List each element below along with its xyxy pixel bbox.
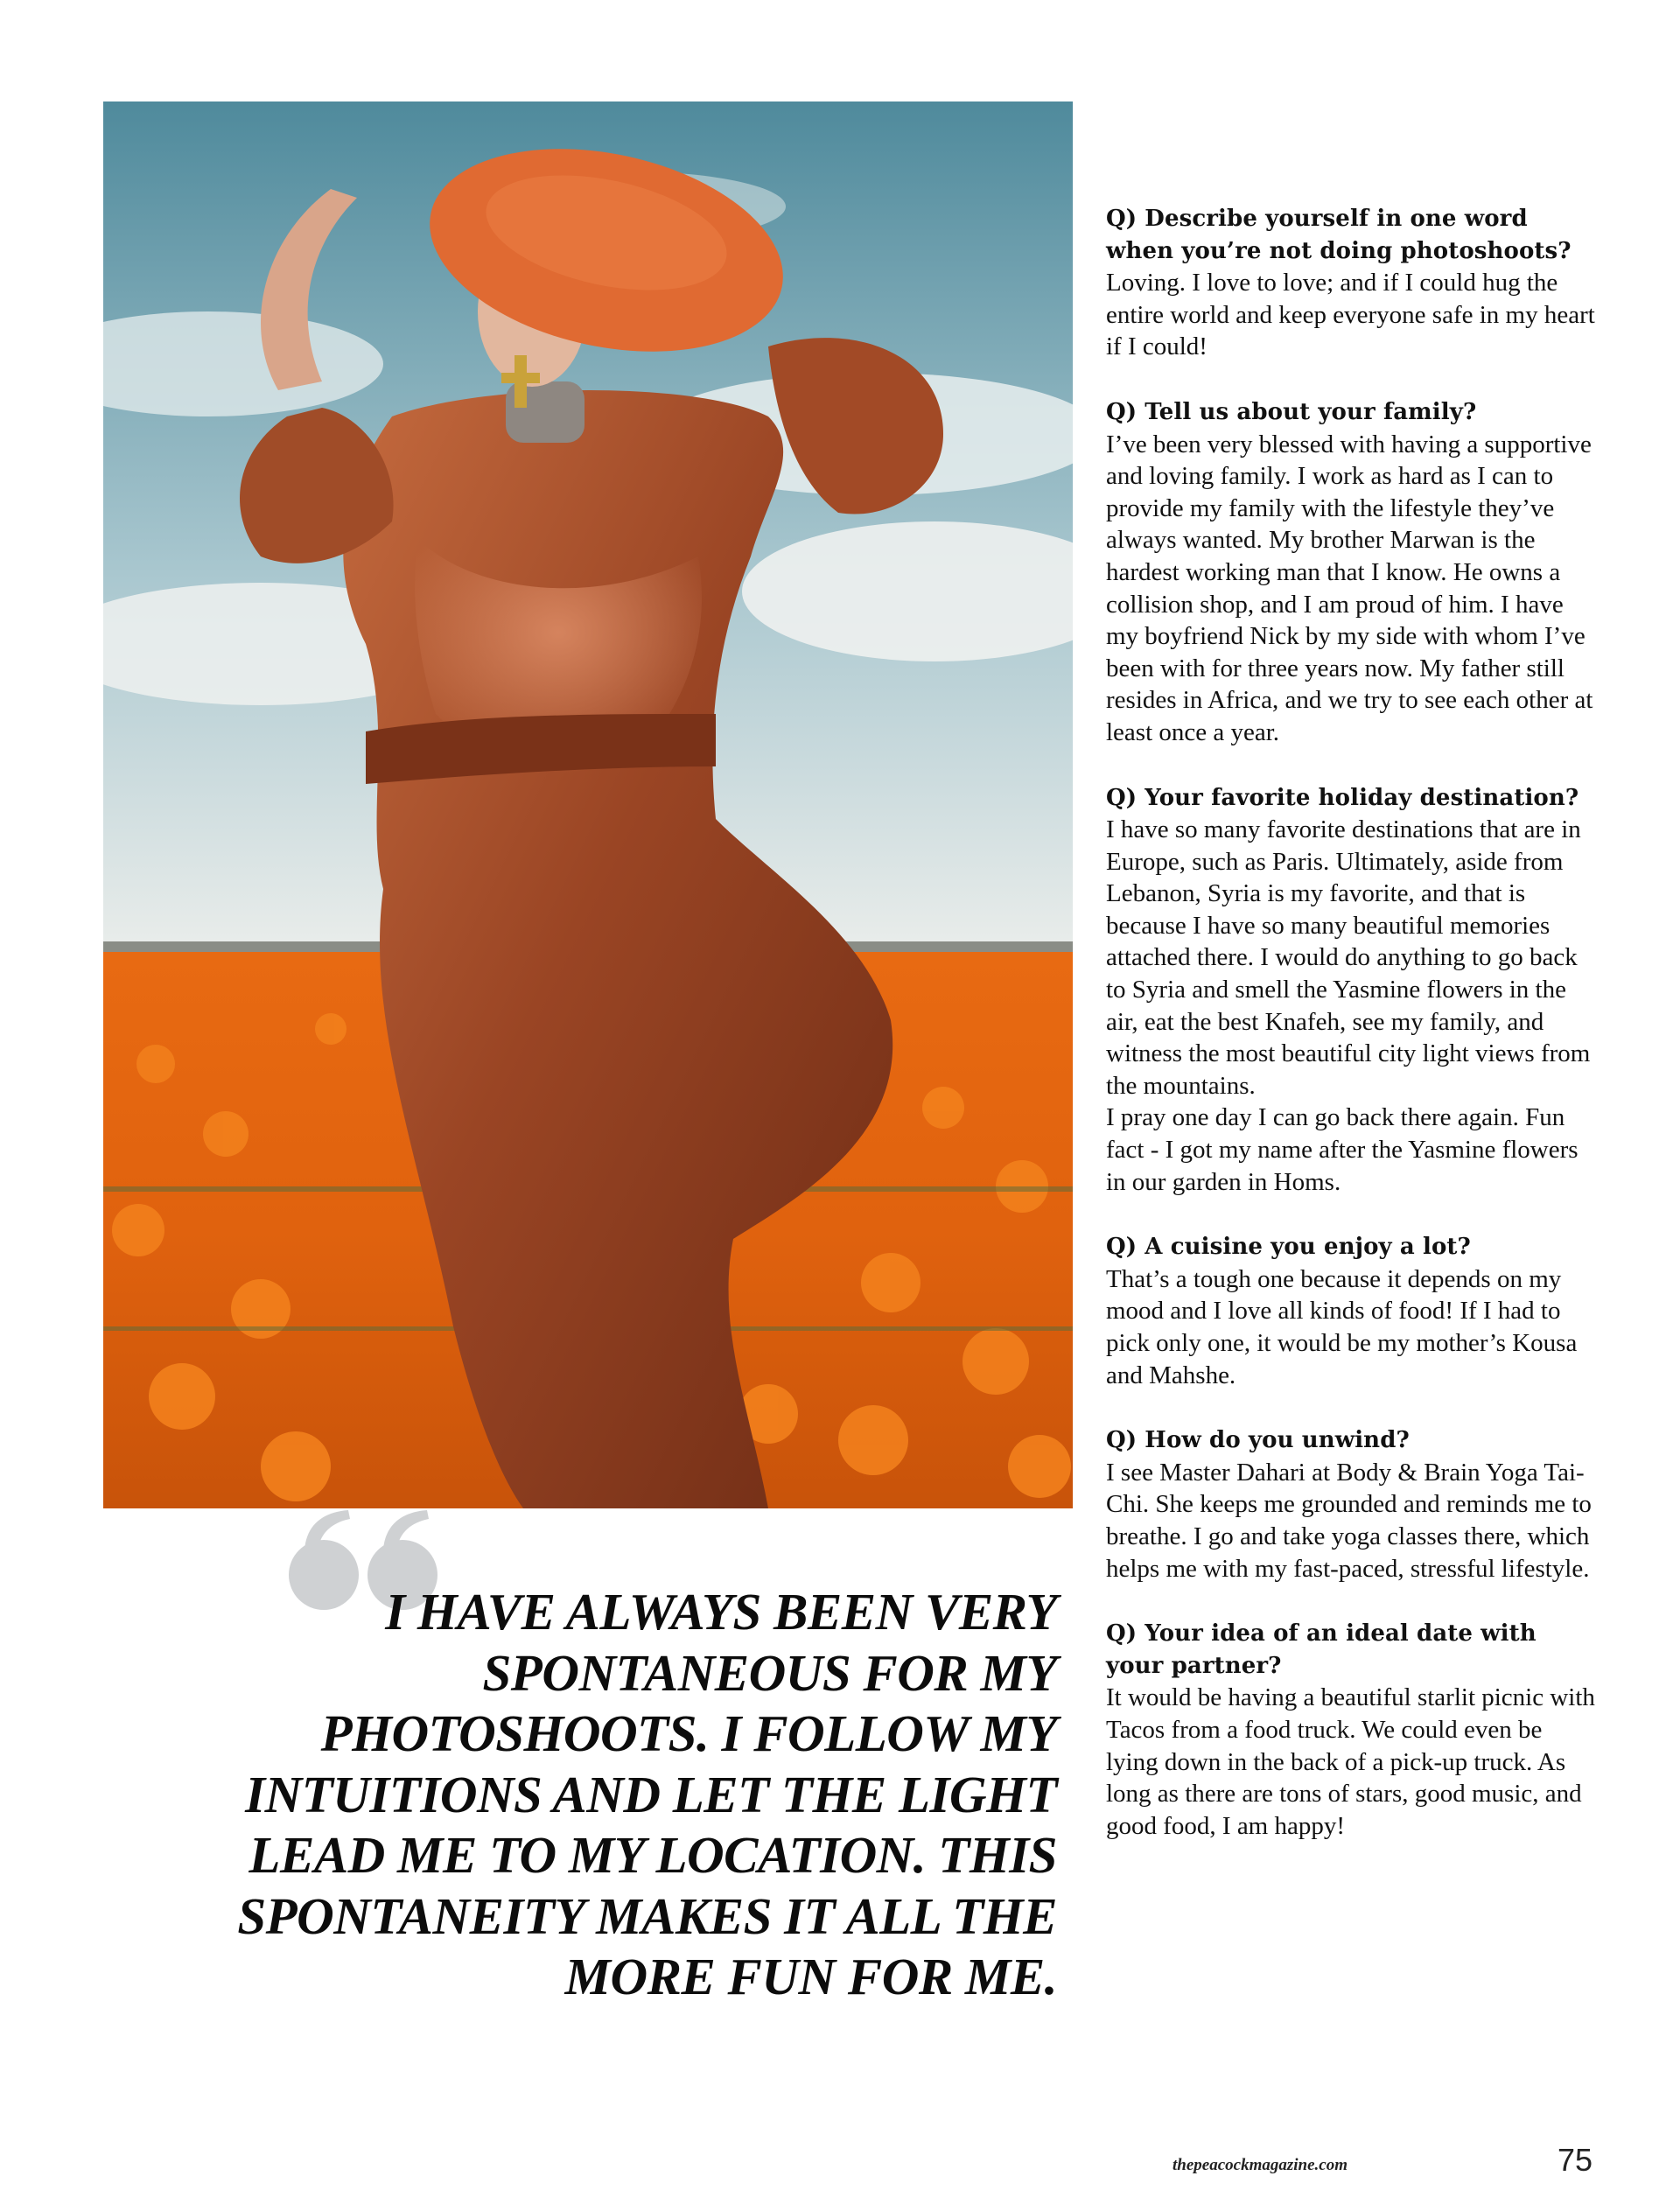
fashion-photo	[103, 101, 1073, 1508]
photo-illustration	[103, 101, 1073, 1508]
qa-block	[1106, 782, 1596, 1199]
qa-question: Q) Your favorite holiday destination?	[1106, 784, 1579, 811]
qa-question: Q) Describe yourself in one word when you’re not doing photoshoots?	[1106, 206, 1572, 264]
qa-block	[1106, 396, 1596, 749]
qa-answer: I see Master Dahari at Body & Brain Yoga Tai-Chi. She keeps me grounded and reminds me to breathe. I go and take yoga classes there, which helps me with my fast-paced, stressful lifestyle.	[1106, 1458, 1592, 1583]
qa-answer: That’s a tough one because it depends on my mood and I love all kinds of food! If I had to pick only one, it would be my mother’s Kousa and Mahshe.	[1106, 1264, 1578, 1389]
qa-block	[1106, 1618, 1596, 1842]
pull-quote-text: I HAVE ALWAYS BEEN VERY SPONTANEOUS FOR MY PHOTOSHOOTS. I FOLLOW MY INTUITIONS AND LET THE LIGHT LEAD ME TO MY LOCATION. THIS SPONTANEITY MAKES IT ALL THE MORE FUN FOR ME.	[237, 1583, 1057, 2005]
qa-block	[1106, 203, 1596, 363]
qa-question: Q) A cuisine you enjoy a lot?	[1106, 1234, 1471, 1261]
page-number: 75	[1557, 2142, 1592, 2178]
qa-answer: I have so many favorite destinations that are in Europe, such as Paris. Ultimately, aside from Lebanon, Syria is my favorite, and that is because I have so many beautiful memories attached there. I would do anything to go back to Syria and smell the Yasmine flowers in the air, eat the best Knafeh, see my family, and witness the most beautiful city light views from the mountains. I pray one day I can go back there again. Fun fact - I got my name after the Yasmine flowers in our garden in Homs.	[1106, 815, 1591, 1196]
qa-question: Q) How do you unwind?	[1106, 1427, 1410, 1454]
qa-question: Q) Your idea of an ideal date with your partner?	[1106, 1620, 1536, 1679]
qa-question: Q) Tell us about your family?	[1106, 398, 1477, 425]
footer-website: thepeacockmagazine.com	[1172, 2156, 1348, 2174]
qa-block	[1106, 1231, 1596, 1391]
qa-answer: Loving. I love to love; and if I could hug the entire world and keep everyone safe in my heart if I could!	[1106, 269, 1595, 361]
pull-quote	[166, 1507, 1059, 2005]
qa-answer: It would be having a beautiful starlit picnic with Tacos from a food truck. We could even be lying down in the back of a pick-up truck. As long as there are tons of stars, good music, and good food, I am happy!	[1106, 1683, 1595, 1840]
qa-answer: I’ve been very blessed with having a supportive and loving family. I work as hard as I can to provide my family with the lifestyle they’ve always wanted. My brother Marwan is the hardest working man that I know. He owns a collision shop, and I am proud of him. I have my boyfriend Nick by my side with whom I’ve been with for three years now. My father still resides in Africa, and we try to see each other at least once a year.	[1106, 430, 1593, 746]
qa-block	[1106, 1424, 1596, 1585]
qa-column	[1106, 203, 1596, 1875]
